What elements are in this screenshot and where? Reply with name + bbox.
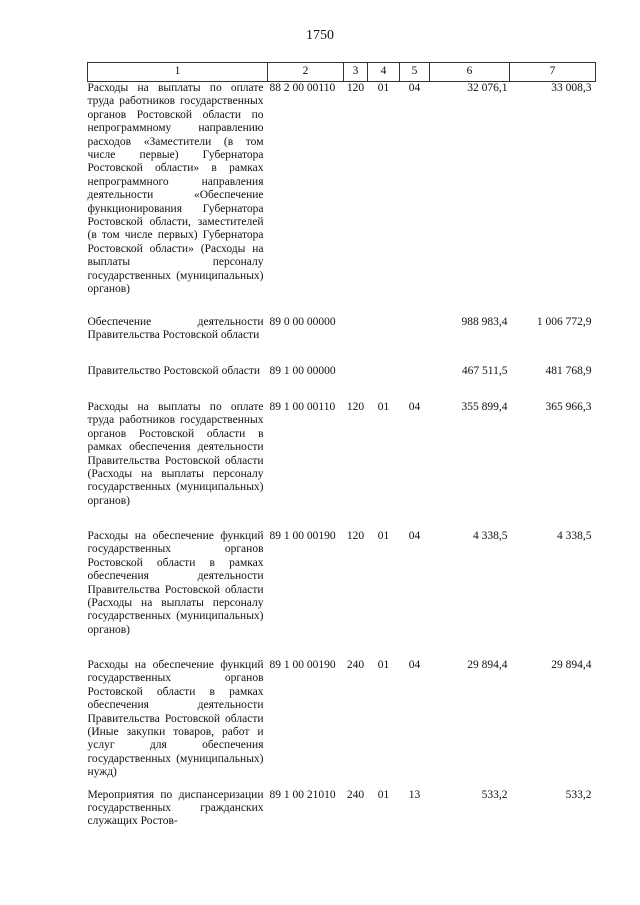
row-amount-year-2: 533,2 (565, 788, 592, 801)
row-subsection: 04 (408, 530, 421, 542)
row-subsection: 04 (408, 401, 421, 413)
row-amount-year-2: 481 768,9 (545, 365, 592, 377)
row-amount-year-1: 29 894,4 (467, 659, 508, 671)
row-expense-type: 120 (346, 530, 365, 542)
row-section: 01 (377, 530, 390, 542)
row-target-code: 89 1 00 00110 (269, 401, 336, 413)
row-section: 01 (377, 659, 390, 671)
row-section: 01 (377, 788, 390, 801)
row-subsection: 04 (408, 659, 421, 671)
column-header-5: 5 (400, 63, 430, 82)
row-amount-year-2: 33 008,3 (551, 82, 592, 94)
row-section: 01 (377, 82, 390, 94)
row-amount-year-1: 355 899,4 (461, 401, 508, 413)
row-amount-year-2: 29 894,4 (551, 659, 592, 671)
budget-table (87, 62, 596, 838)
row-target-code: 89 1 00 00190 (269, 659, 336, 671)
row-expense-type: 240 (346, 788, 365, 801)
row-amount-year-2: 4 338,5 (557, 530, 592, 542)
column-header-3: 3 (344, 63, 368, 82)
row-target-code: 89 1 00 00000 (269, 365, 336, 377)
row-amount-year-1: 32 076,1 (467, 82, 508, 94)
row-expense-type: 120 (346, 82, 365, 94)
row-section: 01 (377, 401, 390, 413)
row-expense-type (344, 365, 368, 401)
row-expense-type: 120 (346, 401, 365, 413)
row-amount-year-2: 1 006 772,9 (536, 316, 592, 328)
row-subsection (400, 316, 430, 365)
row-amount-year-1: 467 511,5 (461, 365, 508, 377)
table-row (88, 789, 596, 838)
row-target-code: 88 2 00 00110 (269, 82, 336, 94)
row-description: Правительство Ростовской области (87, 365, 261, 377)
row-amount-year-1: 4 338,5 (473, 530, 508, 542)
row-section (368, 365, 400, 401)
column-header-7: 7 (510, 63, 596, 82)
row-target-code: 89 1 00 00190 (269, 530, 336, 542)
table-row (88, 82, 596, 317)
row-amount-year-2: 365 966,3 (545, 401, 592, 413)
row-description: Обеспечение деятельности Правительства Ростовской области (87, 316, 264, 342)
column-header-1: 1 (88, 63, 268, 82)
row-target-code: 89 0 00 00000 (269, 316, 336, 328)
row-amount-year-1: 988 983,4 (461, 316, 508, 328)
table-row (88, 365, 596, 401)
row-amount-year-1: 533,2 (481, 788, 508, 801)
row-subsection: 13 (408, 788, 421, 801)
table-row (88, 316, 596, 365)
row-description: Расходы на выплаты по оплате труда работников государственных органов Ростовской области в рамках обеспечения деятельности Правительства Ростовской области (Расходы на выплаты персоналу государственных (муниципальных) органов) (87, 401, 264, 507)
row-description: Расходы на выплаты по оплате труда работников государственных органов Ростовской области по непрограммному направлению расходов «Заместители (в том числе первые) Губернатора Ростовской области» в рамках непрограммного направления деятельности «Обеспечение функционирования Губернатора Ростовской области, заместителей (в том числе первых) Губернатора Ростовской области» (Расходы на выплаты персоналу государственных (муниципальных) органов) (87, 82, 264, 296)
table-header-row (88, 63, 596, 82)
row-description: Расходы на обеспечение функций государственных органов Ростовской области в рамках обеспечения деятельности Правительства Ростовской области (Иные закупки товаров, работ и услуг для обеспечения государственных (муниципальных) нужд) (87, 659, 264, 779)
row-expense-type: 240 (346, 659, 365, 671)
row-description: Мероприятия по диспансеризации государственных гражданских служащих Ростов- (87, 788, 264, 828)
column-header-6: 6 (430, 63, 510, 82)
table-row (88, 659, 596, 789)
table-row (88, 401, 596, 530)
row-expense-type (344, 316, 368, 365)
row-target-code: 89 1 00 21010 (269, 788, 336, 801)
table-row (88, 530, 596, 659)
column-header-2: 2 (268, 63, 344, 82)
row-subsection (400, 365, 430, 401)
page-number: 1750 (306, 28, 334, 43)
row-description: Расходы на обеспечение функций государственных органов Ростовской области в рамках обеспечения деятельности Правительства Ростовской области (Расходы на выплаты персоналу государственных (муниципальных) органов) (87, 530, 264, 636)
row-subsection: 04 (408, 82, 421, 94)
row-section (368, 316, 400, 365)
column-header-4: 4 (368, 63, 400, 82)
